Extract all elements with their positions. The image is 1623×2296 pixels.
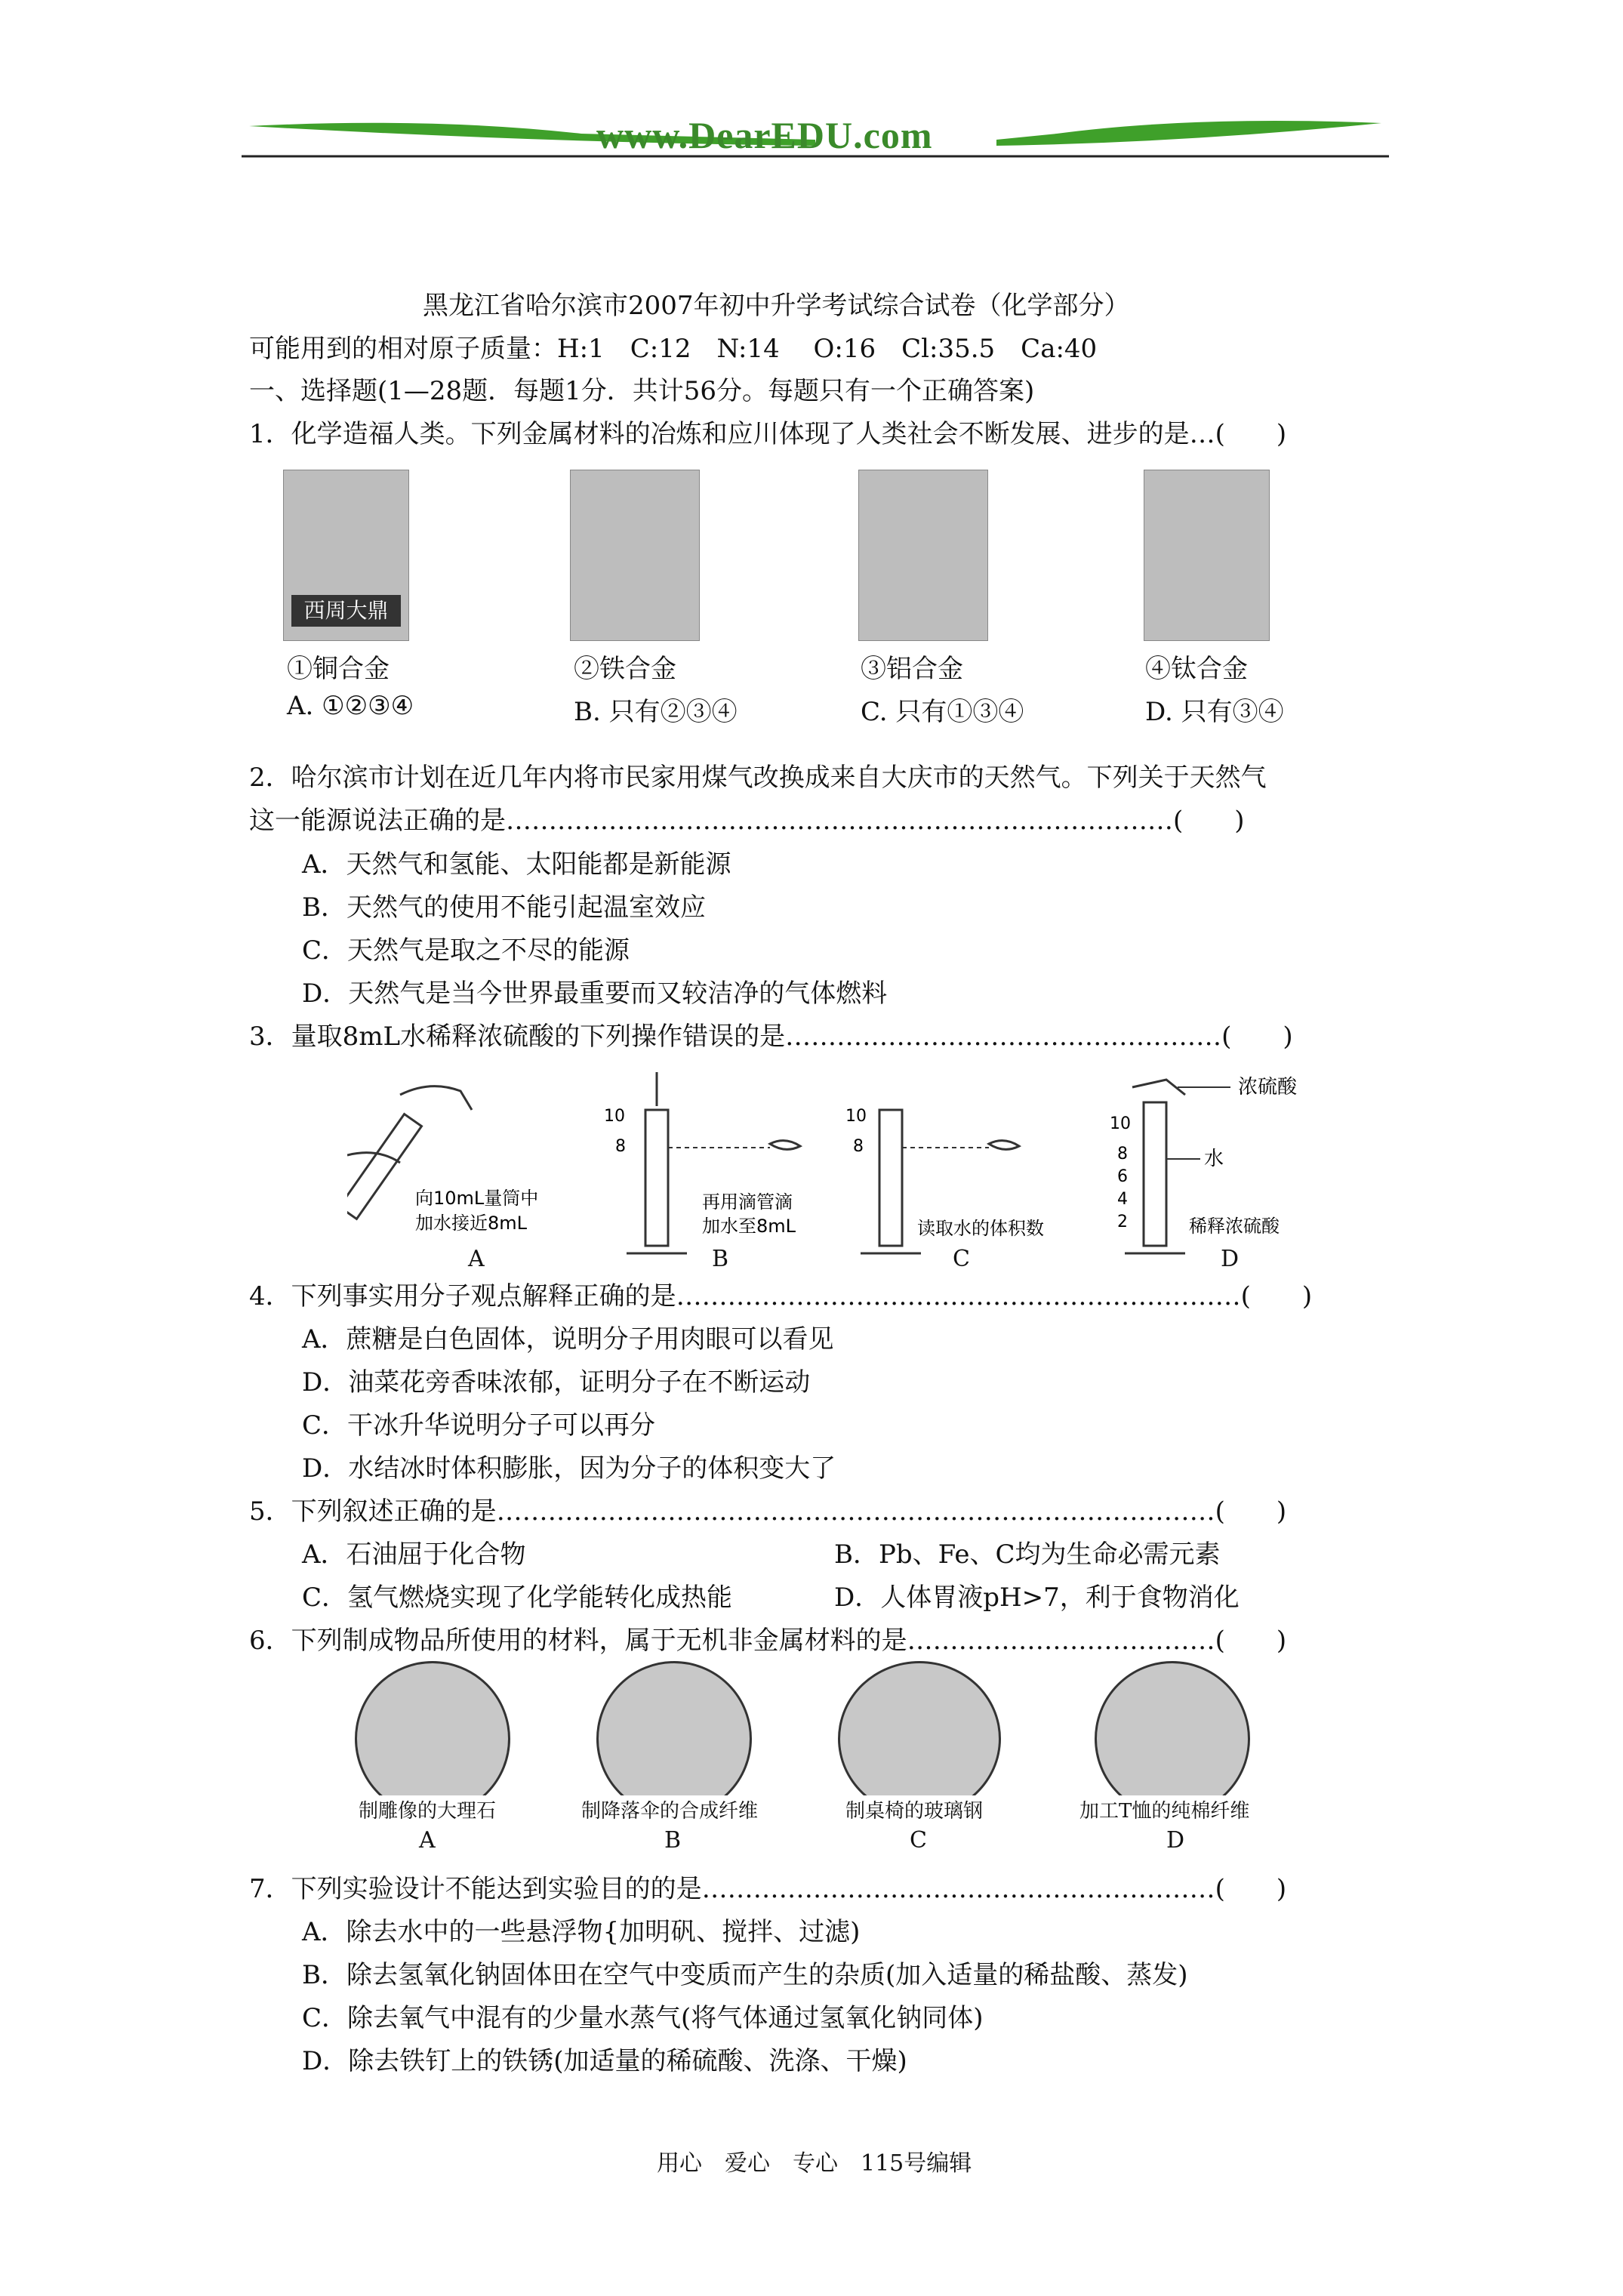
scale-d-2: 2 — [1117, 1213, 1128, 1231]
q1-option-d: D. 只有③④ — [1145, 697, 1284, 727]
q2-option-b: B．天然气的使用不能引起温室效应 — [302, 892, 706, 923]
q6-stem: 6．下列制成物品所使用的材料，属于无机非金属材料的是………………………………( ) — [249, 1626, 1287, 1656]
q6-caption-c: 制桌椅的玻璃钢 — [845, 1795, 983, 1823]
q4-option-c: C．干冰升华说明分子可以再分 — [302, 1410, 656, 1441]
q3-letter-c: C — [953, 1246, 970, 1272]
label-a-line1: 向10mL量筒中 — [415, 1188, 539, 1209]
q2-option-c: C．天然气是取之不尽的能源 — [302, 935, 630, 966]
page-title: 黑龙江省哈尔滨市2007年初中升学考试综合试卷（化学部分） — [423, 291, 1130, 321]
bronze-ding-photo — [283, 470, 409, 641]
label-d-acid: 浓硫酸 — [1238, 1076, 1298, 1099]
q3-letter-d: D — [1221, 1246, 1240, 1272]
scale-d-8: 8 — [1117, 1145, 1128, 1163]
statue-photo — [355, 1661, 510, 1817]
q6-letter-d: D — [1166, 1827, 1185, 1854]
label-d-caption: 稀释浓硫酸 — [1189, 1216, 1280, 1237]
train-photo — [570, 470, 700, 641]
atomic-masses: 可能用到的相对原子质量：H:1 C:12 N:14 O:16 Cl:35.5 Ca:40 — [249, 334, 1098, 364]
page-footer: 用心 爱心 专心 115号编辑 — [657, 2150, 972, 2177]
parachute-photo — [596, 1661, 752, 1817]
q7-stem: 7．下列实验设计不能达到实验目的的是……………………………………………………( ) — [249, 1874, 1287, 1904]
q2-option-a: A．天然气和氢能、太阳能都是新能源 — [302, 849, 731, 880]
q7-option-b: B．除去氢氧化钠固体田在空气中变质而产生的杂质(加入适量的稀盐酸、蒸发) — [302, 1960, 1188, 1990]
q6-letter-a: A — [419, 1827, 436, 1854]
scale-b-8: 8 — [615, 1137, 626, 1156]
q5-option-a: A．石油屈于化合物 — [302, 1539, 526, 1570]
scale-b-10: 10 — [604, 1107, 625, 1126]
scale-d-4: 4 — [1117, 1190, 1128, 1209]
q1-caption-1: ①铜合金 — [287, 654, 390, 684]
q7-option-d: D．除去铁钉上的铁锈(加适量的稀硫酸、洗涤、干燥) — [302, 2046, 907, 2076]
q1-caption-4: ④钛合金 — [1145, 654, 1248, 684]
q7-option-a: A．除去水中的一些悬浮物{加明矾、搅拌、过滤) — [302, 1917, 861, 1947]
q6-caption-a: 制雕像的大理石 — [359, 1795, 496, 1823]
label-d-water: 水 — [1204, 1148, 1224, 1170]
q3-stem: 3．量取8mL水稀释浓硫酸的下列操作错误的是……………………………………………( ) — [249, 1022, 1293, 1052]
q1-stem: 1．化学造福人类。下列金属材料的冶炼和应川体现了人类社会不断发展、进步的是…( ) — [249, 419, 1287, 449]
q1-option-b: B. 只有②③④ — [574, 697, 738, 727]
q6-caption-b: 制降落伞的合成纤维 — [581, 1795, 758, 1823]
q1-caption-2: ②铁合金 — [574, 654, 676, 684]
q1-option-a: A. ①②③④ — [287, 691, 414, 721]
q6-letter-b: B — [664, 1827, 682, 1854]
airplane-photo — [858, 470, 988, 641]
label-b-line2: 加水至8mL — [702, 1216, 796, 1237]
q3-letter-a: A — [468, 1246, 485, 1272]
q2-option-d: D．天然气是当今世界最重要而又较洁净的气体燃料 — [302, 978, 888, 1009]
q4-option-a: A．蔗糖是白色固体，说明分子用肉眼可以看见 — [302, 1324, 834, 1354]
q5-option-c: C．氢气燃烧实现了化学能转化成热能 — [302, 1583, 733, 1613]
scale-c-8: 8 — [853, 1137, 864, 1156]
label-b-line1: 再用滴管滴 — [702, 1191, 793, 1213]
q2-stem-line1: 2．哈尔滨市计划在近几年内将市民家用煤气改换成来自大庆市的天然气。下列关于天然气 — [249, 763, 1267, 793]
desk-chair-photo — [838, 1661, 1001, 1817]
photo-label: 西周大鼎 — [291, 595, 401, 627]
q1-option-c: C. 只有①③④ — [861, 697, 1024, 727]
section-heading: 一、选择题(1—28题．每题1分．共计56分。每题只有一个正确答案) — [249, 376, 1035, 406]
q4-stem: 4．下列事实用分子观点解释正确的是…………………………………………………………( ) — [249, 1281, 1313, 1311]
q1-caption-3: ③铝合金 — [861, 654, 963, 684]
q6-caption-d: 加工T恤的纯棉纤维 — [1079, 1795, 1249, 1823]
q5-option-b: B．Pb、Fe、C均为生命必需元素 — [834, 1539, 1221, 1570]
site-logo[interactable]: www.DearEDU.com — [596, 114, 933, 156]
tshirt-photo — [1095, 1661, 1250, 1817]
q5-stem: 5．下列叙述正确的是…………………………………………………………………………( ) — [249, 1496, 1287, 1527]
scale-d-10: 10 — [1110, 1114, 1131, 1133]
q6-letter-c: C — [910, 1827, 927, 1854]
scale-c-10: 10 — [845, 1107, 867, 1126]
q7-option-c: C．除去氧气中混有的少量水蒸气(将气体通过氢氧化钠同体) — [302, 2003, 984, 2033]
q2-stem-line2: 这一能源说法正确的是……………………………………………………………………( ) — [249, 806, 1245, 836]
label-c: 读取水的体积数 — [917, 1218, 1044, 1239]
scale-d-6: 6 — [1117, 1167, 1128, 1186]
label-a-line2: 加水接近8mL — [415, 1213, 528, 1234]
rocket-photo — [1144, 470, 1270, 641]
q3-letter-b: B — [712, 1246, 729, 1272]
q4-option-d: D．水结冰时体积膨胀，因为分子的体积变大了 — [302, 1453, 836, 1484]
q3-diagram — [347, 1065, 1329, 1276]
q5-option-d: D．人体胃液pH>7，利于食物消化 — [834, 1583, 1240, 1613]
q4-option-b: D．油菜花旁香味浓郁，证明分子在不断运动 — [302, 1367, 811, 1398]
